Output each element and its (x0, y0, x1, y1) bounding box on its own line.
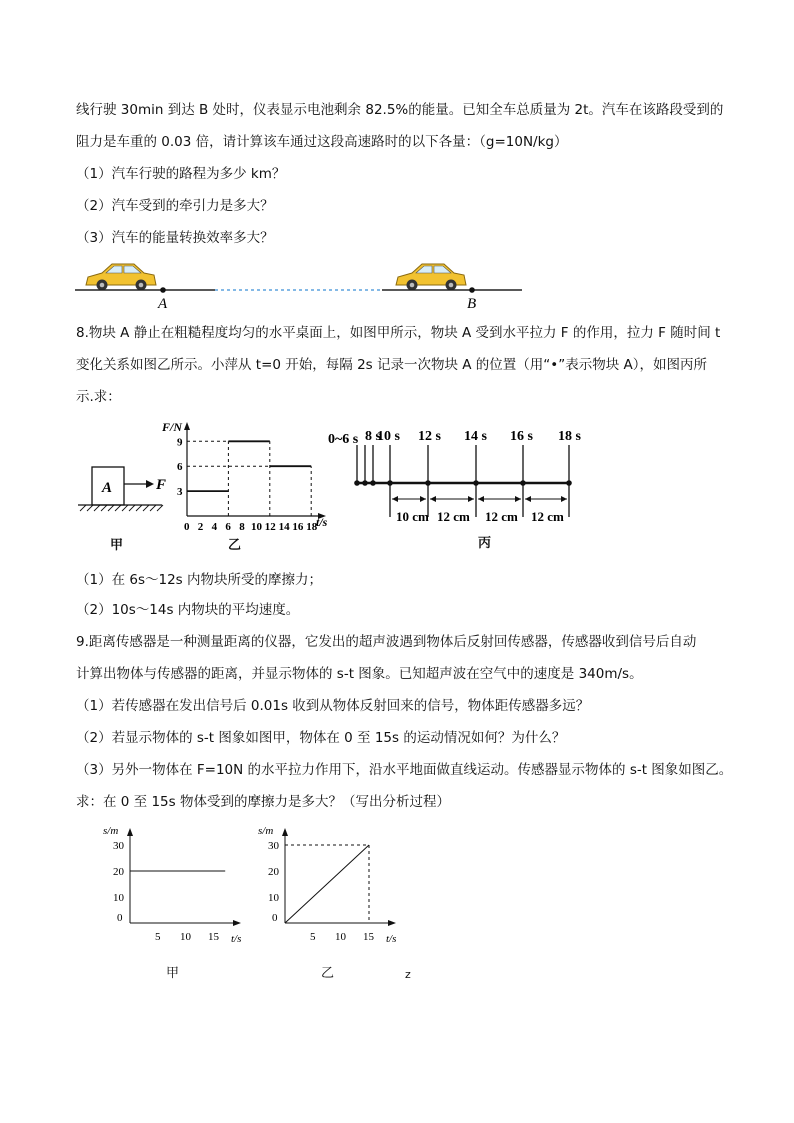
graph-jia-ylabel: s/m (103, 825, 119, 837)
q9-line-2: 计算出物体与传感器的距离，并显示物体的 s-t 图象。已知超声波在空气中的速度是 340m/s。 (76, 666, 643, 682)
time-label-4: 14 s (464, 429, 487, 444)
st-yi-y-tick-2: 30 (268, 840, 279, 852)
graph-jia-xlabel: t/s (231, 933, 242, 945)
q7-road-figure (70, 255, 530, 315)
point-b-label: B (467, 296, 477, 312)
q7-sub-3: （3）汽车的能量转换效率多大？ (76, 230, 274, 246)
f-x-tick-2: 4 (211, 521, 218, 530)
block-a-label: A (102, 480, 113, 496)
st-jia-x-tick-1: 5 (155, 931, 161, 943)
q9-sub-1: （1）若传感器在发出信号后 0.01s 收到从物体反射回来的信号，物体距传感器多远？ (76, 698, 590, 714)
st-jia-x-tick-0: 0 (117, 912, 123, 924)
time-label-6: 18 s (558, 429, 581, 444)
st-yi-x-tick-1: 5 (310, 931, 316, 943)
q8-line-2: 变化关系如图乙所示。小萍从 t=0 开始，每隔 2s 记录一次物块 A 的位置（用“•”表示物块 A），如图丙所 (76, 357, 708, 373)
time-label-5: 16 s (510, 429, 533, 444)
st-yi-series-line (285, 845, 369, 923)
graph-yi-xlabel: t/s (386, 933, 397, 945)
st-yi-x-tick-0: 0 (272, 912, 278, 924)
q7-line-1: 线行驶 30min 到达 B 处时，仪表显示电池剩余 82.5%的能量。已知全车总质量为 2t。汽车在该路段受到的 (76, 102, 724, 118)
q9-graph-jia (95, 818, 255, 948)
distance-label-3: 12 cm (531, 509, 564, 524)
time-label-0: 0~6 s (328, 432, 359, 447)
force-f-label: F (156, 477, 167, 493)
car-b-icon (396, 264, 466, 291)
st-jia-y-tick-2: 30 (113, 840, 124, 852)
f-x-tick-4: 8 (239, 521, 245, 530)
q8-line-3: 示.求： (76, 389, 121, 405)
st-yi-x-tick-2: 10 (335, 931, 346, 943)
st-jia-y-tick-0: 10 (113, 892, 124, 904)
st-yi-y-tick-1: 20 (268, 866, 279, 878)
st-yi-y-tick-0: 10 (268, 892, 279, 904)
q7-sub-1: （1）汽车行驶的路程为多少 km？ (76, 166, 286, 182)
q8-sub-2: （2）10s～14s 内物块的平均速度。 (76, 602, 300, 618)
f-y-tick-2: 9 (177, 436, 183, 449)
q9-sub-3-line-2: 求：在 0 至 15s 物体受到的摩擦力是多大？（写出分析过程） (76, 794, 450, 810)
q7-sub-2: （2）汽车受到的牵引力是多大？ (76, 198, 274, 214)
distance-label-2: 12 cm (485, 509, 518, 524)
st-jia-x-tick-3: 15 (208, 931, 219, 943)
graph-jia-caption: 甲 (166, 966, 180, 981)
st-jia-y-tick-1: 20 (113, 866, 124, 878)
st-yi-x-tick-3: 15 (363, 931, 374, 943)
f-x-tick-1: 2 (197, 521, 204, 530)
time-label-1: 8 s (365, 429, 381, 444)
fig-bing-caption: 丙 (478, 536, 492, 551)
f-x-tick-3: 6 (225, 521, 231, 530)
st-jia-x-tick-2: 10 (180, 931, 191, 943)
t-axis-label: t/s (316, 515, 328, 529)
q7-line-2: 阻力是车重的 0.03 倍，请计算该车通过这段高速路时的以下各量：（g=10N/kg） (76, 134, 568, 150)
f-x-tick-0: 0 (184, 521, 190, 530)
fig-jia-caption: 甲 (110, 538, 124, 553)
f-axis-label: F/N (162, 420, 183, 434)
f-x-tick-7: 14 (278, 521, 290, 530)
graph-yi-caption: 乙 (321, 966, 335, 981)
q8-fig-jia (74, 462, 174, 520)
point-a-label: A (158, 296, 168, 312)
q9-sub-2: （2）若显示物体的 s-t 图象如图甲，物体在 0 至 15s 的运动情况如何？为什么？ (76, 730, 566, 746)
q9-sub-3-line-1: （3）另外一物体在 F=10N 的水平拉力作用下，沿水平地面做直线运动。传感器显示物体的 s-t 图象如图乙。 (76, 762, 733, 778)
time-label-3: 12 s (418, 429, 441, 444)
f-y-tick-0: 3 (177, 486, 183, 499)
f-x-tick-8: 16 (292, 521, 304, 530)
q8-sub-1: （1）在 6s～12s 内物块所受的摩擦力； (76, 572, 323, 588)
f-y-tick-1: 6 (177, 461, 183, 474)
q8-fig-bing (326, 425, 588, 535)
distance-label-0: 10 cm (396, 509, 429, 524)
q8-line-1: 8.物块 A 静止在粗糙程度均匀的水平桌面上，如图甲所示，物块 A 受到水平拉力 F 的作用，拉力 F 随时间 t (76, 325, 721, 341)
q8-fig-yi-chart (160, 418, 340, 530)
fig-yi-caption: 乙 (228, 538, 242, 553)
f-x-tick-5: 10 (251, 521, 262, 530)
graph-yi-ylabel: s/m (258, 825, 274, 837)
f-x-tick-9: 18 (306, 521, 318, 530)
q9-line-1: 9.距离传感器是一种测量距离的仪器，它发出的超声波遇到物体后反射回传感器，传感器收到信号后自动 (76, 634, 697, 650)
q9-graph-yi (250, 818, 410, 948)
stray-mark: z (405, 968, 411, 981)
car-a-icon (86, 264, 156, 291)
distance-label-1: 12 cm (437, 509, 470, 524)
f-x-tick-6: 12 (264, 521, 276, 530)
time-label-2: 10 s (377, 429, 400, 444)
